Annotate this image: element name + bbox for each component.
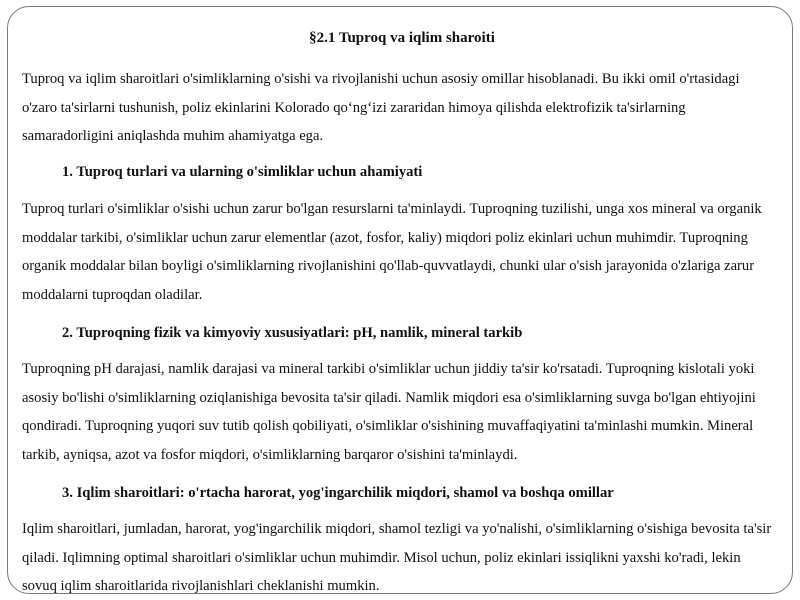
document-page: [7, 6, 793, 594]
subsection-heading-3: 3. Iqlim sharoitlari: o'rtacha harorat, yog'ingarchilik miqdori, shamol va boshqa omillar: [62, 485, 614, 501]
section-title: §2.1 Tuproq va iqlim sharoiti: [309, 30, 495, 46]
subsection-paragraph-2: Tuproqning pH darajasi, namlik darajasi va mineral tarkibi o'simliklar uchun jiddiy ta'sir ko'rsatadi. Tuproqning kislotali yoki asosiy bo'lishi o'simliklarning oziqlanishiga bevosita ta'sir qiladi. Namlik miqdori esa o'simliklarning suvga bo'lgan ehtiyojini qondiradi. Tuproqning yuqori suv tutib qolish qobiliyati, o'simliklar o'sishining muvaffaqiyatini ta'minlashi mumkin. Mineral tarkib, ayniqsa, azot va fosfor miqdori, o'simliklarning barqaror o'sishini ta'minlaydi.: [22, 361, 756, 463]
subsection-paragraph-3: Iqlim sharoitlari, jumladan, harorat, yog'ingarchilik miqdori, shamol tezligi va yo'nalishi, o'simliklarning o'sishiga bevosita ta'sir qiladi. Iqlimning optimal sharoitlari o'simliklar uchun muhimdir. Misol uchun, poliz ekinlari issiqlikni yaxshi ko'radi, lekin sovuq iqlim sharoitlarida rivojlanishlari cheklanishi mumkin.: [22, 521, 772, 594]
subsection-heading-1: 1. Tuproq turlari va ularning o'simliklar uchun ahamiyati: [62, 164, 423, 180]
subsection-heading-2: 2. Tuproqning fizik va kimyoviy xususiyatlari: pH, namlik, mineral tarkib: [62, 325, 523, 341]
intro-paragraph: Tuproq va iqlim sharoitlari o'simliklarning o'sishi va rivojlanishi uchun asosiy omillar hisoblanadi. Bu ikki omil o'rtasidagi o'zaro ta'sirlarni tushunish, poliz ekinlarini Kolorado qo‘ng‘izi zararidan himoya qilishda elektrofizik ta'sirlarning samaradorligini aniqlashda muhim ahamiyatga ega.: [22, 71, 740, 144]
subsection-paragraph-1: Tuproq turlari o'simliklar o'sishi uchun zarur bo'lgan resurslarni ta'minlaydi. Tuproqning tuzilishi, unga xos mineral va organik moddalar tarkibi, o'simliklar uchun zarur elementlar (azot, fosfor, kaliy) miqdori poliz ekinlari uchun muhimdir. Tuproqning organik moddalar bilan boyligi o'simliklarning rivojlanishini qo'llab-quvvatlaydi, chunki ular o'sish jarayonida o'zlariga zarur moddalarni tuproqdan oladilar.: [22, 201, 762, 303]
